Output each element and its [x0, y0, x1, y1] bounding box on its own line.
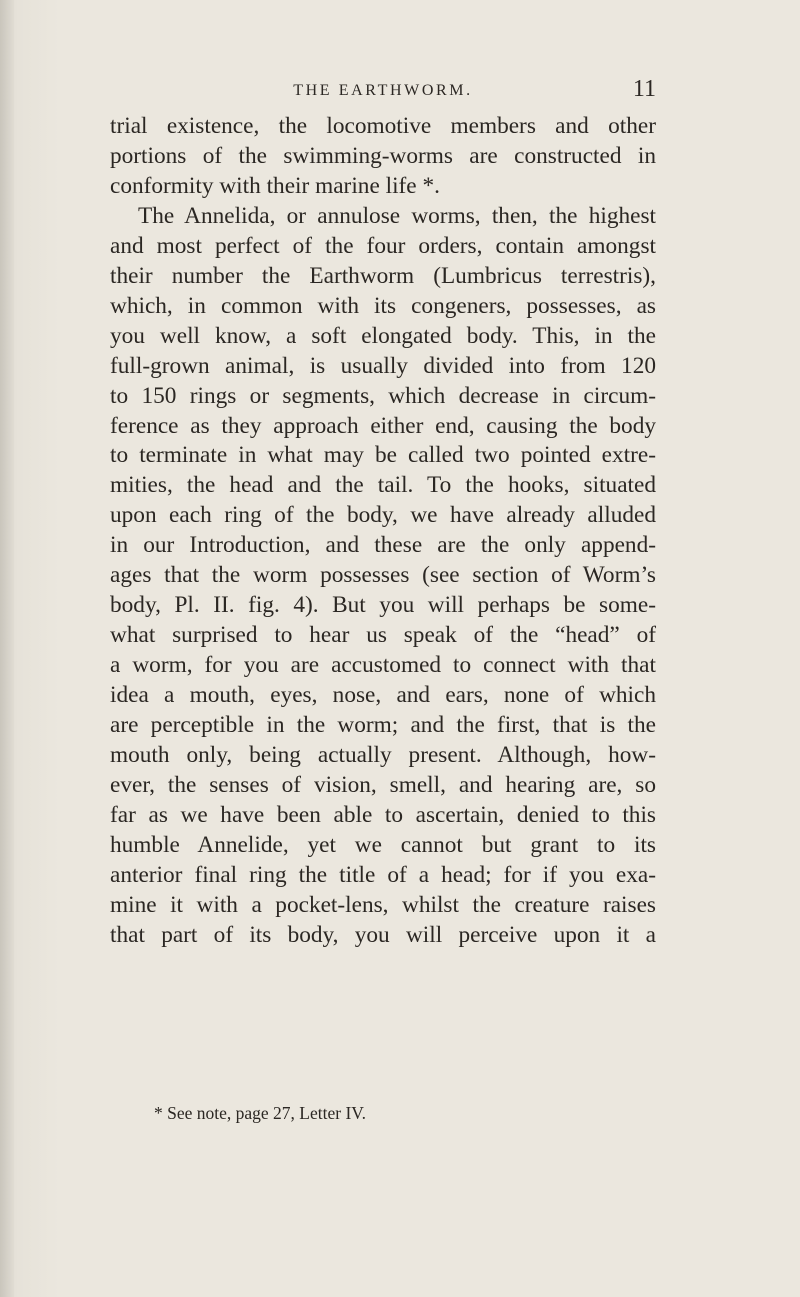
body-text [110, 112, 656, 951]
running-title: THE EARTHWORM. [293, 82, 473, 99]
text-line: humble Annelide, yet we cannot but grant to its [110, 831, 656, 858]
text-line: ference as they approach either end, causing the body [110, 412, 656, 439]
text-line: idea a mouth, eyes, nose, and ears, none of which [110, 682, 656, 709]
text-line: ages that the worm possesses (see section of Worm’s [110, 562, 656, 589]
footnote: * See note, page 27, Letter IV. [154, 1103, 367, 1123]
text-line: that part of its body, you will perceive upon it a [110, 921, 656, 948]
text-line: trial existence, the locomotive members and other [110, 113, 656, 139]
text-line: what surprised to hear us speak of the “head” of [110, 622, 656, 649]
text-line: portions of the swimming-worms are constructed in [110, 142, 656, 169]
text-line: ever, the senses of vision, smell, and hearing are, so [110, 771, 656, 798]
text-line: in our Introduction, and these are the only append- [110, 532, 656, 559]
text-line: to 150 rings or segments, which decrease in circum- [110, 382, 656, 409]
text-line: far as we have been able to ascertain, denied to this [110, 801, 656, 828]
text-line: anterior final ring the title of a head; for if you exa- [110, 861, 656, 888]
text-line: their number the Earthworm (Lumbricus terrestris), [110, 262, 656, 289]
page-number: 11 [632, 76, 656, 102]
text-line: mities, the head and the tail. To the hooks, situated [110, 472, 656, 499]
text-line: mouth only, being actually present. Although, how- [110, 742, 656, 769]
text-line: The Annelida, or annulose worms, then, the highest [138, 202, 656, 229]
text-line: you well know, a soft elongated body. This, in the [110, 322, 656, 349]
text-line: a worm, for you are accustomed to connect with that [110, 652, 656, 679]
text-line: to terminate in what may be called two pointed extre- [110, 442, 656, 469]
page-gutter [0, 0, 14, 1297]
text-line: are perceptible in the worm; and the first, that is the [110, 712, 656, 739]
text-line: which, in common with its congeners, possesses, as [110, 292, 656, 319]
text-line: and most perfect of the four orders, contain amongst [110, 232, 656, 259]
text-line: mine it with a pocket-lens, whilst the creature raises [110, 891, 656, 918]
page-header [110, 78, 656, 108]
text-line: conformity with their marine life *. [110, 172, 440, 199]
text-line: upon each ring of the body, we have already alluded [110, 502, 656, 529]
text-line: full-grown animal, is usually divided into from 120 [110, 352, 656, 379]
text-line: body, Pl. II. fig. 4). But you will perhaps be some- [110, 592, 656, 619]
